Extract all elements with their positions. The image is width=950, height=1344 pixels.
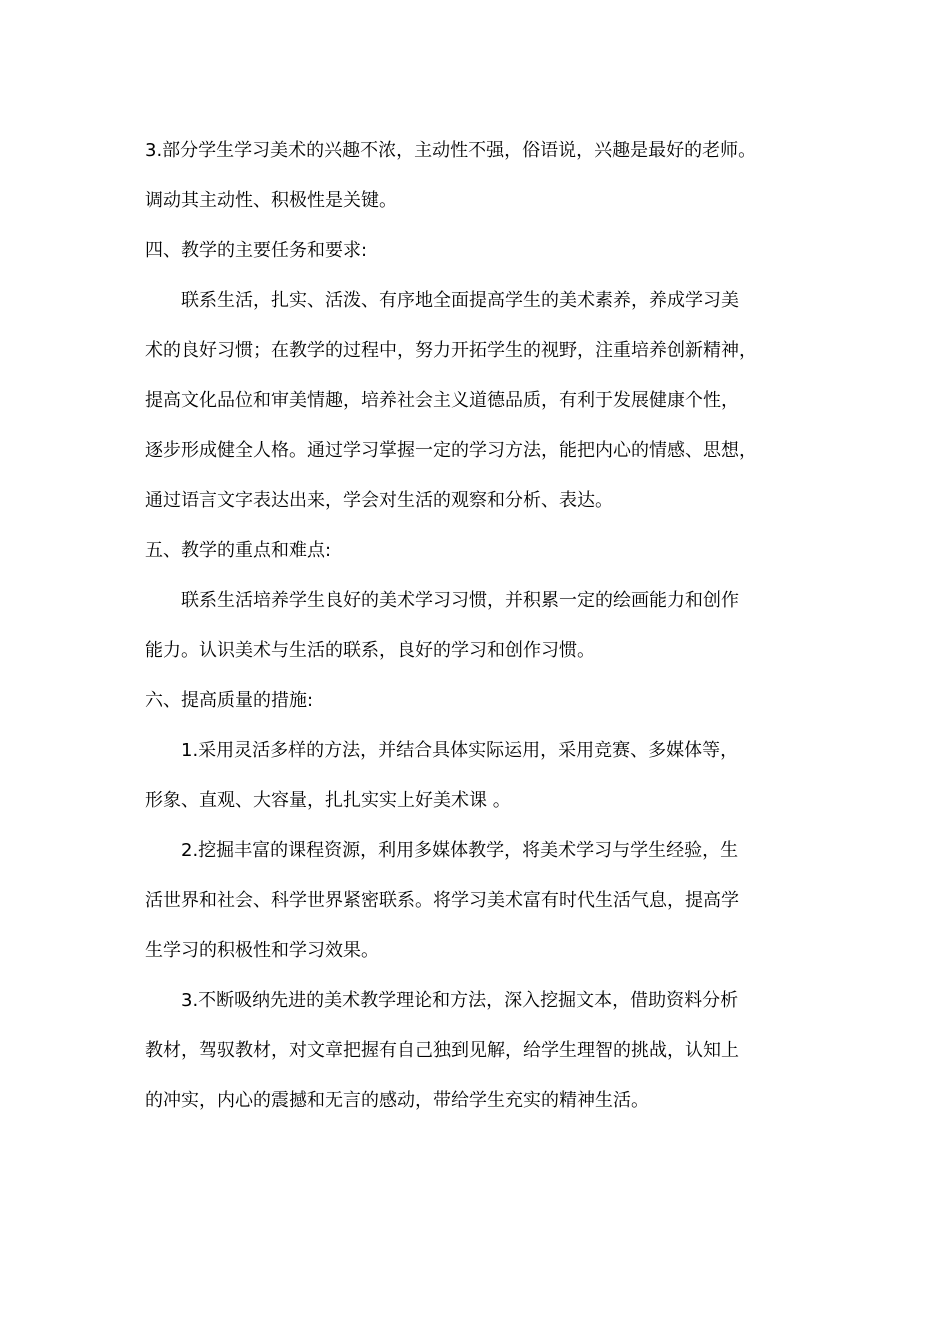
text-line: 联系生活，扎实、活泼、有序地全面提高学生的美术素养，养成学习美 bbox=[181, 290, 739, 311]
text-line: 调动其主动性、积极性是关键。 bbox=[145, 190, 397, 211]
text-line: 2.挖掘丰富的课程资源，利用多媒体教学，将美术学习与学生经验，生 bbox=[181, 840, 739, 861]
section-heading: 六、提高质量的措施: bbox=[145, 690, 314, 711]
text-line: 活世界和社会、科学世界紧密联系。将学习美术富有时代生活气息，提高学 bbox=[145, 890, 739, 911]
section-heading: 四、教学的主要任务和要求: bbox=[145, 240, 368, 261]
text-line: 联系生活培养学生良好的美术学习习惯，并积累一定的绘画能力和创作 bbox=[181, 590, 739, 611]
text-line: 术的良好习惯；在教学的过程中，努力开拓学生的视野，注重培养创新精神， bbox=[145, 340, 757, 361]
text-line: 提高文化品位和审美情趣，培养社会主义道德品质，有利于发展健康个性， bbox=[145, 390, 739, 411]
text-line: 3.不断吸纳先进的美术教学理论和方法，深入挖掘文本，借助资料分析 bbox=[181, 990, 739, 1011]
text-line: 教材，驾驭教材，对文章把握有自己独到见解，给学生理智的挑战，认知上 bbox=[145, 1040, 739, 1061]
text-line: 3.部分学生学习美术的兴趣不浓，主动性不强，俗语说，兴趣是最好的老师。 bbox=[145, 140, 757, 161]
section-heading: 五、教学的重点和难点: bbox=[145, 540, 332, 561]
text-line: 生学习的积极性和学习效果。 bbox=[145, 940, 379, 961]
text-line: 逐步形成健全人格。通过学习掌握一定的学习方法，能把内心的情感、思想， bbox=[145, 440, 757, 461]
text-line: 能力。认识美术与生活的联系，良好的学习和创作习惯。 bbox=[145, 640, 595, 661]
text-line: 通过语言文字表达出来，学会对生活的观察和分析、表达。 bbox=[145, 490, 613, 511]
text-line: 形象、直观、大容量，扎扎实实上好美术课 。 bbox=[145, 790, 511, 811]
text-line: 的冲实，内心的震撼和无言的感动，带给学生充实的精神生活。 bbox=[145, 1090, 649, 1111]
text-line: 1.采用灵活多样的方法，并结合具体实际运用，采用竞赛、多媒体等， bbox=[181, 740, 739, 761]
